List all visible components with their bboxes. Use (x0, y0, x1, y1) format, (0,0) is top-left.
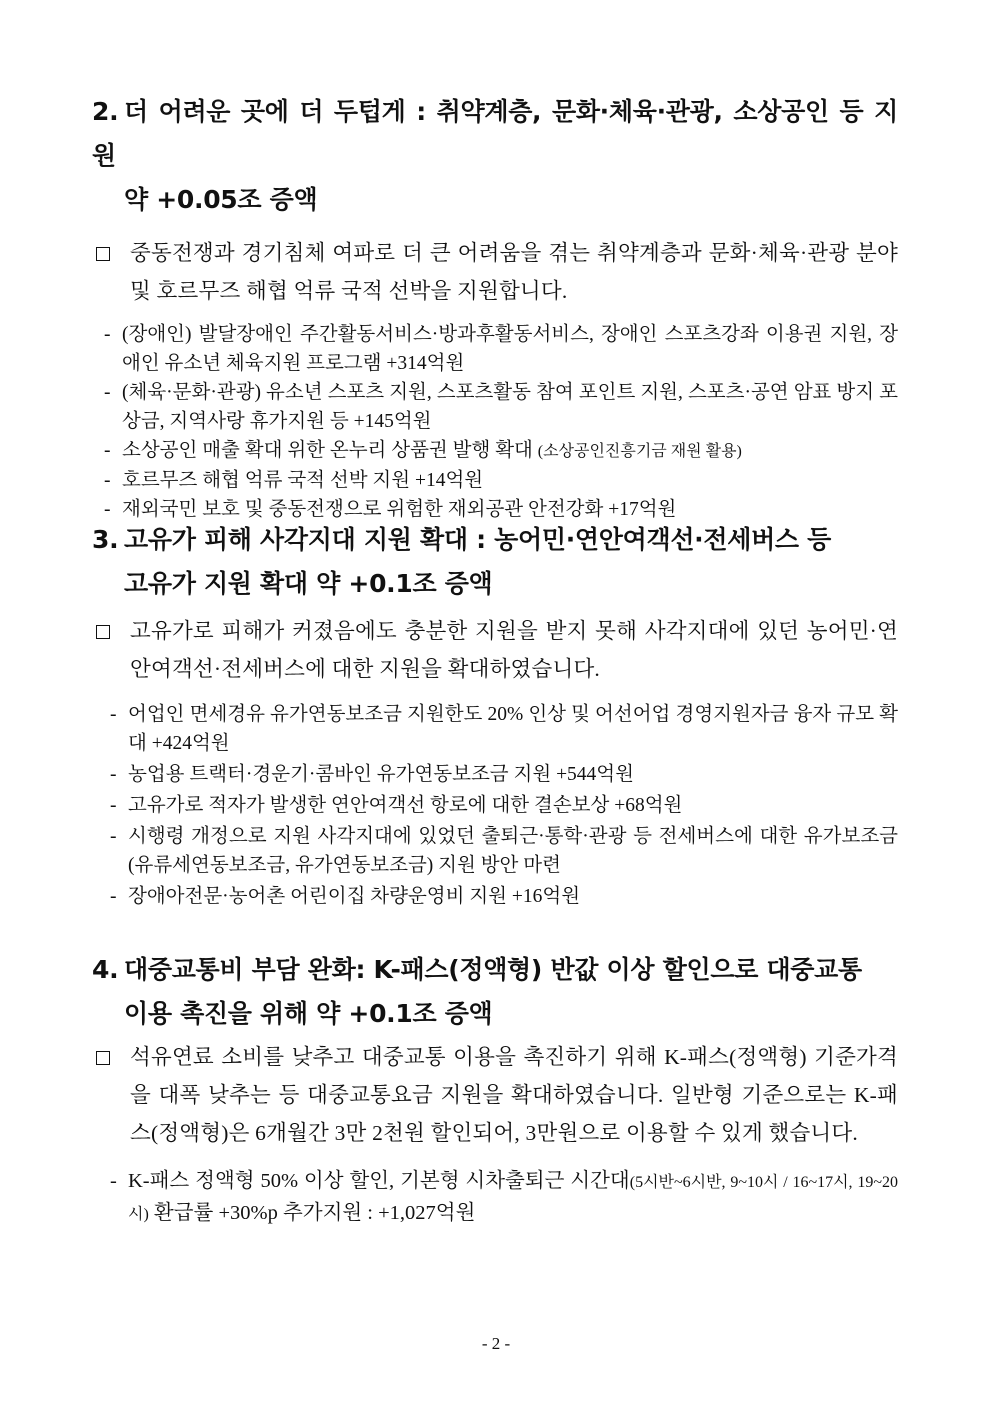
section-number: 3. (92, 525, 119, 554)
dash-icon: - (110, 795, 117, 816)
checkbox-square-icon (96, 247, 110, 261)
dash-icon: - (104, 499, 111, 520)
heading-line-1: 고유가 피해 사각지대 지원 확대 : 농어민·연안여객선·전세버스 등 (124, 525, 832, 554)
section-heading (92, 518, 898, 606)
bullet-list (92, 320, 898, 524)
list-item-text: 농업용 트랙터·경운기·콤바인 유가연동보조금 지원 +544억원 (128, 764, 634, 785)
section-paragraph (92, 1038, 898, 1152)
dash-icon: - (110, 1170, 117, 1192)
section-number: 2. (92, 97, 119, 126)
list-item-text: 어업인 면세경유 유가연동보조금 지원한도 20% 인상 및 어선어업 경영지원자금 융자 규모 확대 +424억원 (128, 704, 898, 754)
list-item-text: 장애아전문·농어촌 어린이집 차량운영비 지원 +16억원 (128, 886, 581, 907)
dash-icon: - (104, 324, 111, 345)
dash-icon: - (104, 382, 111, 403)
heading-line-1: 더 어려운 곳에 더 두텁게 : 취약계층, 문화·체육·관광, 소상공인 등 지원 (92, 97, 898, 170)
list-item-note: (소상공인진흥기금 재원 활용) (537, 443, 742, 460)
dash-icon: - (104, 470, 111, 491)
section-4 (92, 948, 898, 1230)
checkbox-square-icon (96, 625, 110, 639)
heading-line-2: 약 +0.05조 증액 (124, 185, 318, 214)
section-heading (92, 948, 898, 1036)
dash-icon: - (110, 886, 117, 907)
list-item-note: (5시반~6시반, 9~10시 / 16~17시, 19~20시) (128, 1174, 898, 1223)
page-number: - 2 - (481, 1334, 511, 1353)
list-item (92, 436, 898, 466)
list-item (98, 700, 898, 758)
bullet-list (92, 1166, 898, 1230)
list-item-text-tail: 환급률 +30%p 추가지원 : +1,027억원 (148, 1202, 476, 1224)
section-heading (92, 90, 898, 222)
section-number: 4. (92, 955, 119, 984)
dash-icon: - (110, 764, 117, 785)
heading-line-1: 대중교통비 부담 완화: K-패스(정액형) 반값 이상 할인으로 대중교통 (124, 955, 862, 984)
heading-line-2: 고유가 지원 확대 약 +0.1조 증액 (124, 569, 493, 598)
list-item (98, 882, 898, 911)
list-item-text: 호르무즈 해협 억류 국적 선박 지원 +14억원 (122, 470, 484, 491)
list-item-text: 소상공인 매출 확대 위한 온누리 상품권 발행 확대 (122, 440, 533, 461)
paragraph-text: 석유연료 소비를 낮추고 대중교통 이용을 촉진하기 위해 K-패스(정액형) 기준가격을 대폭 낮추는 등 대중교통요금 지원을 확대하였습니다. 일반형 기준으로는 K-패스(정액형)은 6개월간 3만 2천원 할인되어, 3만원으로 이용할 수 있게 했습니다. (130, 1045, 898, 1145)
section-2 (92, 90, 898, 524)
checkbox-square-icon (96, 1051, 110, 1065)
list-item (92, 320, 898, 378)
list-item-text: K-패스 정액형 50% 이상 할인, 기본형 시차출퇴근 시간대 (128, 1170, 630, 1192)
paragraph-text: 고유가로 피해가 커졌음에도 충분한 지원을 받지 못해 사각지대에 있던 농어민·연안여객선·전세버스에 대한 지원을 확대하였습니다. (130, 619, 898, 681)
list-item-text: 재외국민 보호 및 중동전쟁으로 위험한 재외공관 안전강화 +17억원 (122, 499, 677, 520)
bullet-list (92, 700, 898, 911)
dash-icon: - (110, 826, 117, 847)
list-item (98, 1166, 898, 1230)
list-item-text: (장애인) 발달장애인 주간활동서비스·방과후활동서비스, 장애인 스포츠강좌 이용권 지원, 장애인 유소년 체육지원 프로그램 +314억원 (122, 324, 898, 374)
list-item-text: (체육·문화·관광) 유소년 스포츠 지원, 스포츠활동 참여 포인트 지원, 스포츠·공연 암표 방지 포상금, 지역사랑 휴가지원 등 +145억원 (122, 382, 898, 432)
section-3 (92, 518, 898, 911)
section-paragraph (92, 612, 898, 688)
list-item (98, 791, 898, 820)
list-item-text: 고유가로 적자가 발생한 연안여객선 항로에 대한 결손보상 +68억원 (128, 795, 683, 816)
heading-line-2: 이용 촉진을 위해 약 +0.1조 증액 (124, 999, 493, 1028)
list-item (92, 378, 898, 436)
dash-icon: - (110, 704, 117, 725)
list-item (92, 466, 898, 495)
list-item (98, 822, 898, 880)
paragraph-text: 중동전쟁과 경기침체 여파로 더 큰 어려움을 겪는 취약계층과 문화·체육·관광 분야 및 호르무즈 해협 억류 국적 선박을 지원합니다. (130, 241, 898, 303)
section-paragraph (92, 234, 898, 310)
list-item (98, 760, 898, 789)
list-item-text: 시행령 개정으로 지원 사각지대에 있었던 출퇴근·통학·관광 등 전세버스에 대한 유가보조금(유류세연동보조금, 유가연동보조금) 지원 방안 마련 (128, 826, 898, 876)
dash-icon: - (104, 440, 111, 461)
